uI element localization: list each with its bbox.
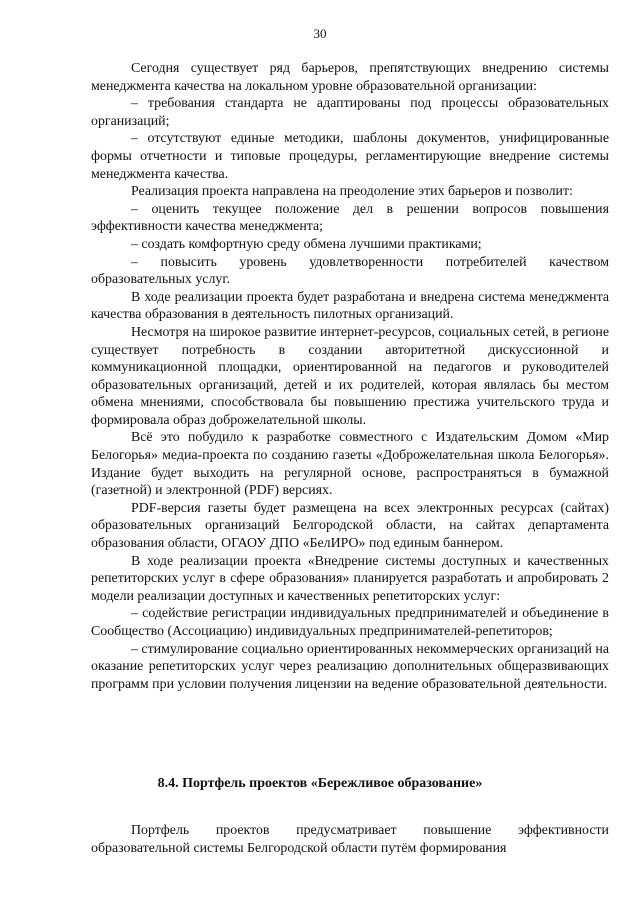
paragraph: Портфель проектов предусматривает повышение эффективности образовательной системы Белгородской области путём формирования xyxy=(91,823,609,856)
section-body xyxy=(91,822,609,857)
list-item: – содействие регистрации индивидуальных предпринимателей и объединение в Сообщество (Ассоциацию) индивидуальных предпринимателей-репетиторов; xyxy=(91,606,609,639)
paragraph: В ходе реализации проекта «Внедрение системы доступных и качественных репетиторских услуг в сфере образования» планируется разработать и апробировать 2 модели реализации доступных и качественных репетиторских услуг: xyxy=(91,553,609,604)
paragraph: Несмотря на широкое развитие интернет-ресурсов, социальных сетей, в регионе существует потребность в создании авторитетной дискуссионной и коммуникационной площадки, ориентированной на педагогов и руководителей образовательных организаций, детей и их родителей, которая являлась бы местом обмена мнениями, способствовала бы повышению престижа учительского труда и формировала образ доброжелательной школы. xyxy=(91,324,609,428)
list-item: – требования стандарта не адаптированы под процессы образовательных организаций; xyxy=(91,96,609,129)
list-item: – оценить текущее положение дел в решении вопросов повышения эффективности качества менеджмента; xyxy=(91,201,609,235)
paragraph: Всё это побудило к разработке совместного с Издательским Домом «Мир Белогорья» медиа-проекта по созданию газеты «Доброжелательная школа Белогорья». Издание будет выходить на регулярной основе, распространяться в бумажной (газетной) и электронной (PDF) версиях. xyxy=(91,430,609,499)
list-item: – повысить уровень удовлетворенности потребителей качеством образовательных услуг. xyxy=(91,254,609,288)
page-number: 30 xyxy=(313,26,327,41)
list-item: – отсутствуют единые методики, шаблоны документов, унифицированные формы отчетности и типовые процедуры, регламентирующие внедрение системы менеджмента качества. xyxy=(91,131,609,182)
paragraph: Сегодня существует ряд барьеров, препятствующих внедрению системы менеджмента качества на локальном уровне образовательной организации: xyxy=(91,61,609,94)
paragraph: Реализация проекта направлена на преодоление этих барьеров и позволит: xyxy=(131,184,573,200)
section-heading: 8.4. Портфель проектов «Бережливое образование» xyxy=(157,776,483,791)
list-item: – стимулирование социально ориентированных некоммерческих организаций на оказание репетиторских услуг через реализацию дополнительных общеразвивающих программ при условии получения лицензии на ведение образовательной деятельности. xyxy=(91,641,609,692)
list-item: – создать комфортную среду обмена лучшими практиками; xyxy=(131,236,482,252)
paragraph: В ходе реализации проекта будет разработана и внедрена система менеджмента качества образования в деятельность пилотных организаций. xyxy=(91,289,609,323)
body-text xyxy=(91,60,609,693)
paragraph: PDF-версия газеты будет размещена на всех электронных ресурсах (сайтах) образовательных организаций Белгородской области, на сайтах департамента образования области, ОГАОУ ДПО «БелИРО» под единым баннером. xyxy=(91,500,609,552)
